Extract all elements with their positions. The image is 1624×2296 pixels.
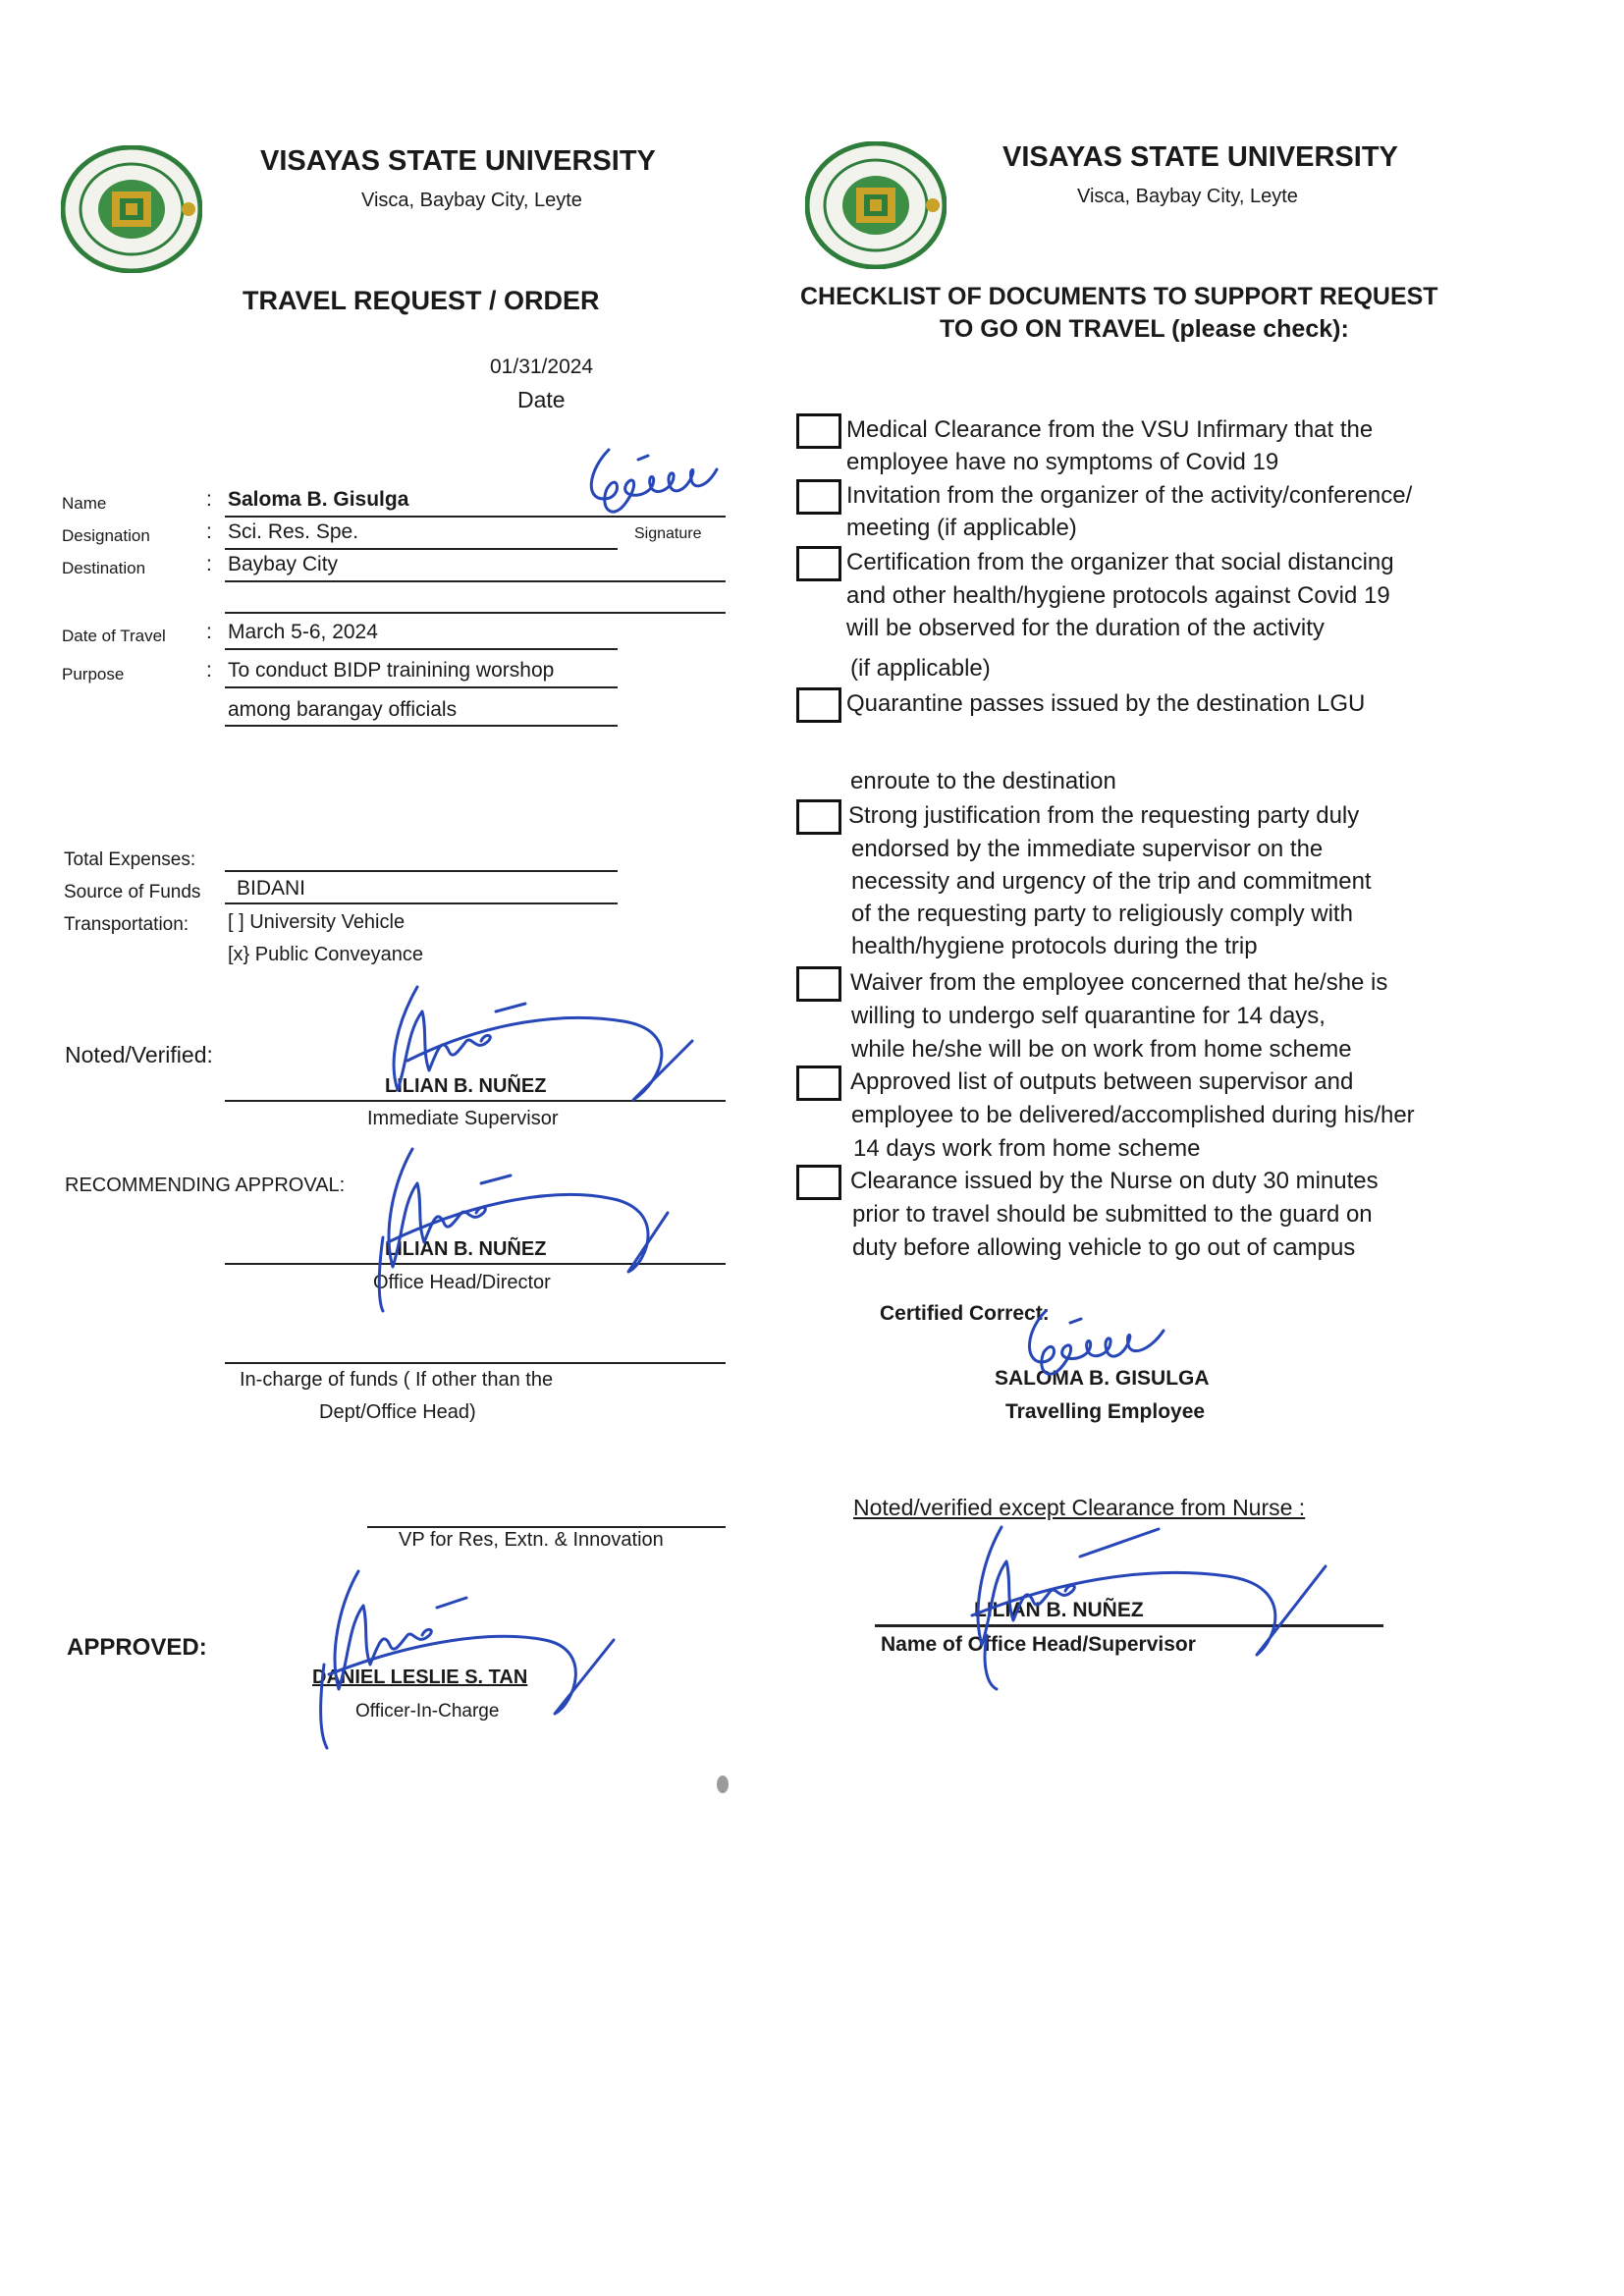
certified-correct-label: Certified Correct: <box>880 1302 1050 1325</box>
director-signature-icon <box>363 1144 687 1321</box>
checklist-item3-line4: (if applicable) <box>850 655 991 682</box>
head-name: LILIAN B. NUÑEZ <box>974 1599 1144 1621</box>
noted-name: LILIAN B. NUÑEZ <box>385 1075 547 1097</box>
source-of-funds-value: BIDANI <box>237 877 306 900</box>
total-expenses-label: Total Expenses: <box>64 849 196 870</box>
checklist-item4-line2: enroute to the destination <box>850 768 1116 794</box>
checklist-item6-line3: while he/she will be on work from home scheme <box>851 1036 1352 1063</box>
checklist-item7-line1: Approved list of outputs between supervisor and <box>850 1068 1354 1095</box>
purpose-label: Purpose <box>62 665 125 683</box>
checklist-item1-line2: employee have no symptoms of Covid 19 <box>846 449 1279 475</box>
transport-public-conveyance: [x} Public Conveyance <box>228 944 424 965</box>
date-label: Date <box>517 387 566 412</box>
checklist-checkbox-quarantine[interactable] <box>796 687 841 723</box>
checklist-item2-line2: meeting (if applicable) <box>846 515 1077 541</box>
employee-name: SALOMA B. GISULGA <box>995 1367 1210 1390</box>
approved-title: Officer-In-Charge <box>355 1701 500 1722</box>
checklist-title-line1: CHECKLIST OF DOCUMENTS TO SUPPORT REQUEST <box>800 283 1438 310</box>
checklist-item1-line1: Medical Clearance from the VSU Infirmary that the <box>846 416 1374 443</box>
purpose-underline-2 <box>225 725 618 727</box>
university-seal-icon <box>61 145 202 273</box>
destination-underline-2 <box>225 612 726 614</box>
destination-label: Destination <box>62 559 146 577</box>
checklist-item5-line1: Strong justification from the requesting party duly <box>848 802 1360 829</box>
checklist-item8-line2: prior to travel should be submitted to the guard on <box>852 1201 1373 1228</box>
checklist-item5-line2: endorsed by the immediate supervisor on the <box>851 836 1324 862</box>
funds-label-line2: Dept/Office Head) <box>319 1401 476 1423</box>
transport-university-vehicle: [ ] University Vehicle <box>228 911 406 933</box>
colon: : <box>206 488 212 511</box>
vp-label: VP for Res, Extn. & Innovation <box>399 1529 664 1551</box>
total-expenses-underline <box>225 870 618 872</box>
designation-underline <box>225 548 618 550</box>
checklist-checkbox-certification[interactable] <box>796 546 841 581</box>
checklist-checkbox-justification[interactable] <box>796 799 841 835</box>
recommending-approval-label: RECOMMENDING APPROVAL: <box>65 1175 346 1196</box>
university-name: VISAYAS STATE UNIVERSITY <box>1002 141 1398 173</box>
destination-value: Baybay City <box>228 553 339 575</box>
date-of-travel-label: Date of Travel <box>62 627 166 645</box>
purpose-line1: To conduct BIDP trainining worshop <box>228 659 555 682</box>
scan-speck <box>717 1776 729 1793</box>
noted-except-label: Noted/verified except Clearance from Nurse : <box>853 1495 1306 1520</box>
date-value: 01/31/2024 <box>490 355 594 378</box>
checklist-item2-line1: Invitation from the organizer of the activity/conference/ <box>846 482 1413 509</box>
checklist-item7-line3: 14 days work from home scheme <box>853 1135 1201 1162</box>
office-head-signature-icon <box>943 1517 1335 1694</box>
checklist-item8-line1: Clearance issued by the Nurse on duty 30 minutes <box>850 1168 1379 1194</box>
head-title: Name of Office Head/Supervisor <box>881 1633 1196 1656</box>
transportation-label: Transportation: <box>64 914 189 935</box>
checklist-title-line2: TO GO ON TRAVEL (please check): <box>940 315 1349 343</box>
requester-signature-icon <box>579 430 727 538</box>
university-name: VISAYAS STATE UNIVERSITY <box>260 145 656 177</box>
supervisor-signature-icon <box>368 982 702 1110</box>
checklist-checkbox-nurse-clearance[interactable] <box>796 1165 841 1200</box>
checklist-item5-line3: necessity and urgency of the trip and commitment <box>851 868 1372 895</box>
date-of-travel-value: March 5-6, 2024 <box>228 621 378 643</box>
source-of-funds-underline <box>225 902 618 904</box>
funds-label-line1: In-charge of funds ( If other than the <box>240 1369 554 1391</box>
checklist-item5-line5: health/hygiene protocols during the trip <box>851 933 1258 959</box>
date-of-travel-underline <box>225 648 618 650</box>
colon: : <box>206 553 212 575</box>
employee-title: Travelling Employee <box>1005 1400 1206 1423</box>
checklist-item6-line1: Waiver from the employee concerned that he/she is <box>850 969 1388 996</box>
designation-label: Designation <box>62 526 150 545</box>
purpose-line2: among barangay officials <box>228 698 458 721</box>
checklist-item4-line1: Quarantine passes issued by the destination LGU <box>846 690 1366 717</box>
approved-label: APPROVED: <box>67 1634 207 1661</box>
noted-verified-label: Noted/Verified: <box>65 1042 213 1067</box>
checklist-checkbox-medical[interactable] <box>796 413 841 449</box>
checklist-item3-line2: and other health/hygiene protocols against Covid 19 <box>846 582 1390 609</box>
oic-signature-icon <box>309 1566 633 1753</box>
travel-request-title: TRAVEL REQUEST / ORDER <box>243 286 600 315</box>
colon: : <box>206 621 212 643</box>
noted-title: Immediate Supervisor <box>367 1108 559 1129</box>
checklist-checkbox-waiver[interactable] <box>796 966 841 1002</box>
university-address: Visca, Baybay City, Leyte <box>1077 186 1298 207</box>
name-label: Name <box>62 494 107 513</box>
name-value: Saloma B. Gisulga <box>228 488 409 511</box>
approved-name: DANIEL LESLIE S. TAN <box>312 1667 528 1688</box>
funds-underline <box>225 1362 726 1364</box>
university-seal-icon <box>805 141 947 269</box>
signature-label: Signature <box>634 525 702 542</box>
vp-underline <box>367 1526 726 1528</box>
colon: : <box>206 520 212 543</box>
recommending-title: Office Head/Director <box>373 1272 551 1293</box>
checklist-item5-line4: of the requesting party to religiously comply with <box>851 901 1353 927</box>
checklist-item8-line3: duty before allowing vehicle to go out of campus <box>852 1234 1356 1261</box>
recommending-name: LILIAN B. NUÑEZ <box>385 1238 547 1260</box>
destination-underline <box>225 580 726 582</box>
source-of-funds-label: Source of Funds <box>64 882 201 902</box>
checklist-item7-line2: employee to be delivered/accomplished during his/her <box>851 1102 1415 1128</box>
employee-signature-icon <box>1016 1301 1183 1399</box>
university-address: Visca, Baybay City, Leyte <box>361 190 582 211</box>
designation-value: Sci. Res. Spe. <box>228 520 359 543</box>
checklist-item6-line2: willing to undergo self quarantine for 14 days, <box>851 1003 1326 1029</box>
purpose-underline <box>225 686 618 688</box>
colon: : <box>206 659 212 682</box>
checklist-item3-line3: will be observed for the duration of the activity <box>846 615 1325 641</box>
checklist-checkbox-outputs[interactable] <box>796 1066 841 1101</box>
checklist-item3-line1: Certification from the organizer that social distancing <box>846 549 1394 575</box>
checklist-checkbox-invitation[interactable] <box>796 479 841 515</box>
